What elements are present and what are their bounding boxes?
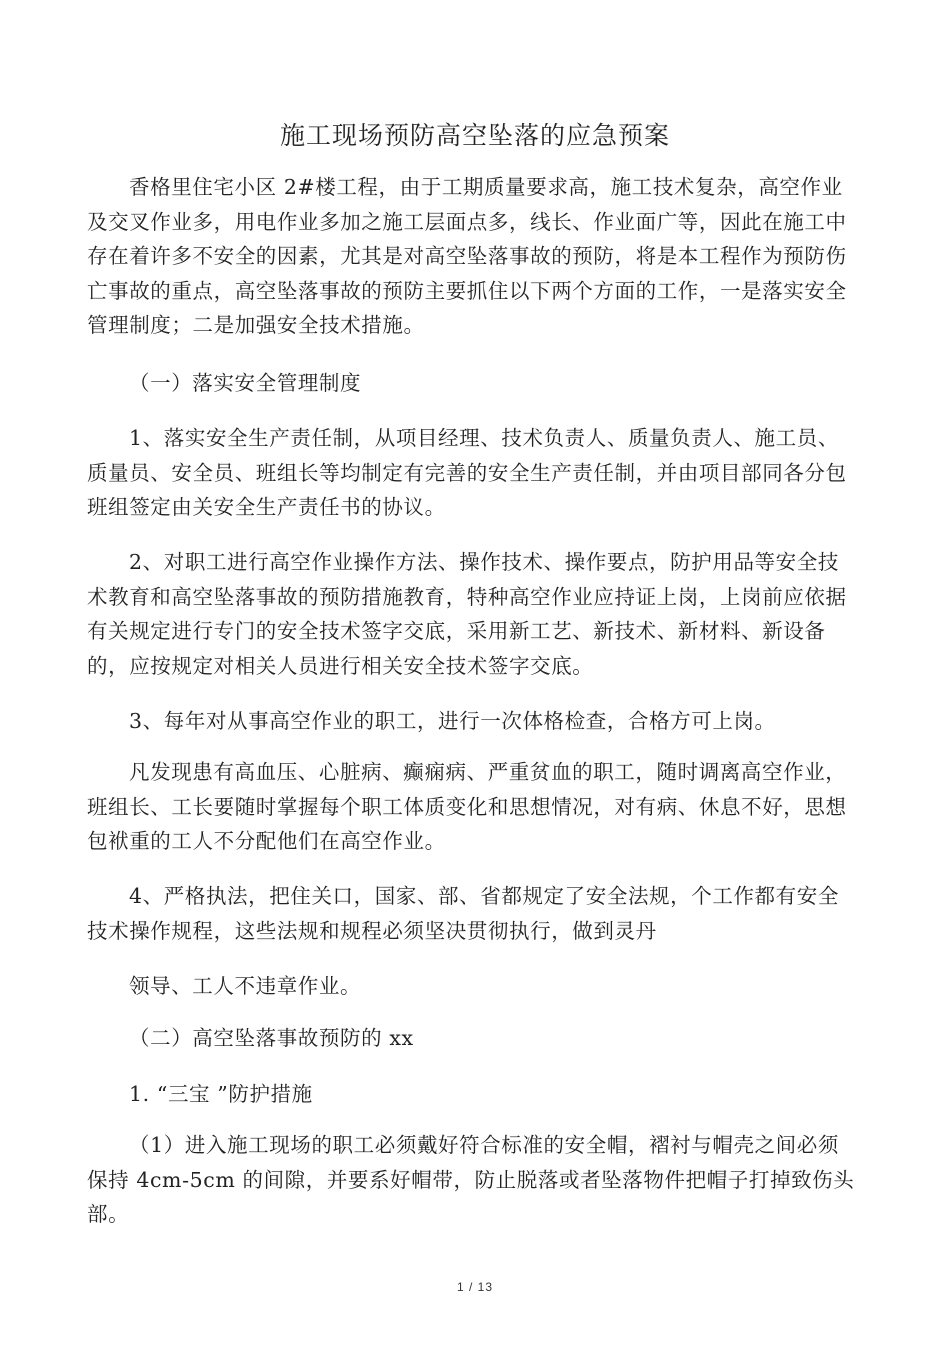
- list-item-2: 2、对职工进行高空作业操作方法、操作技术、操作要点，防护用品等安全技术教育和高空坠落事故的预防措施教育，特种高空作业应持证上岗，上岗前应依据有关规定进行专门的安全技术签字交底，采用新工艺、新技术、新材料、新设备的，应按规定对相关人员进行相关安全技术签字交底。: [87, 550, 847, 678]
- section-heading-1: （一）落实安全管理制度: [129, 371, 362, 395]
- list-item-3-note: 凡发现患有高血压、心脏病、癫痫病、严重贫血的职工，随时调离高空作业，班组长、工长要随时掌握每个职工体质变化和思想情况，对有病、休息不好，思想包袱重的工人不分配他们在高空作业。: [87, 760, 847, 853]
- list-item-4-continuation: 领导、工人不违章作业。: [129, 974, 362, 998]
- list-item-1: 1、落实安全生产责任制，从项目经理、技术负责人、质量负责人、施工员、质量员、安全员、班组长等均制定有完善的安全生产责任制，并由项目部同各分包班组签定由关安全生产责任书的协议。: [87, 426, 847, 519]
- subsection-heading-1: 1. “三宝 ”防护措施: [129, 1082, 313, 1106]
- page-title: 施工现场预防高空坠落的应急预案: [279, 121, 670, 150]
- list-item-3: 3、每年对从事高空作业的职工，进行一次体格检查，合格方可上岗。: [129, 709, 776, 733]
- intro-paragraph: 香格里住宅小区 2#楼工程，由于工期质量要求高，施工技术复杂，高空作业及交叉作业多，用电作业多加之施工层面点多，线长、作业面广等，因此在施工中存在着许多不安全的因素，尤其是对高空坠落事故的预防，将是本工程作为预防伤亡事故的重点，高空坠落事故的预防主要抓住以下两个方面的工作，一是落实安全管理制度；二是加强安全技术措施。: [87, 175, 847, 337]
- page-number: 1 / 13: [456, 1280, 494, 1294]
- list-item-4: 4、严格执法，把住关口，国家、部、省都规定了安全法规，个工作都有安全技术操作规程，这些法规和规程必须坚决贯彻执行，做到灵丹: [87, 884, 839, 943]
- subsection-item-1: （1）进入施工现场的职工必须戴好符合标准的安全帽，褶衬与帽壳之间必须保持 4cm-5cm 的间隙，并要系好帽带，防止脱落或者坠落物件把帽子打掉致伤头部。: [87, 1133, 855, 1226]
- section-heading-2: （二）高空坠落事故预防的 xx: [129, 1026, 414, 1050]
